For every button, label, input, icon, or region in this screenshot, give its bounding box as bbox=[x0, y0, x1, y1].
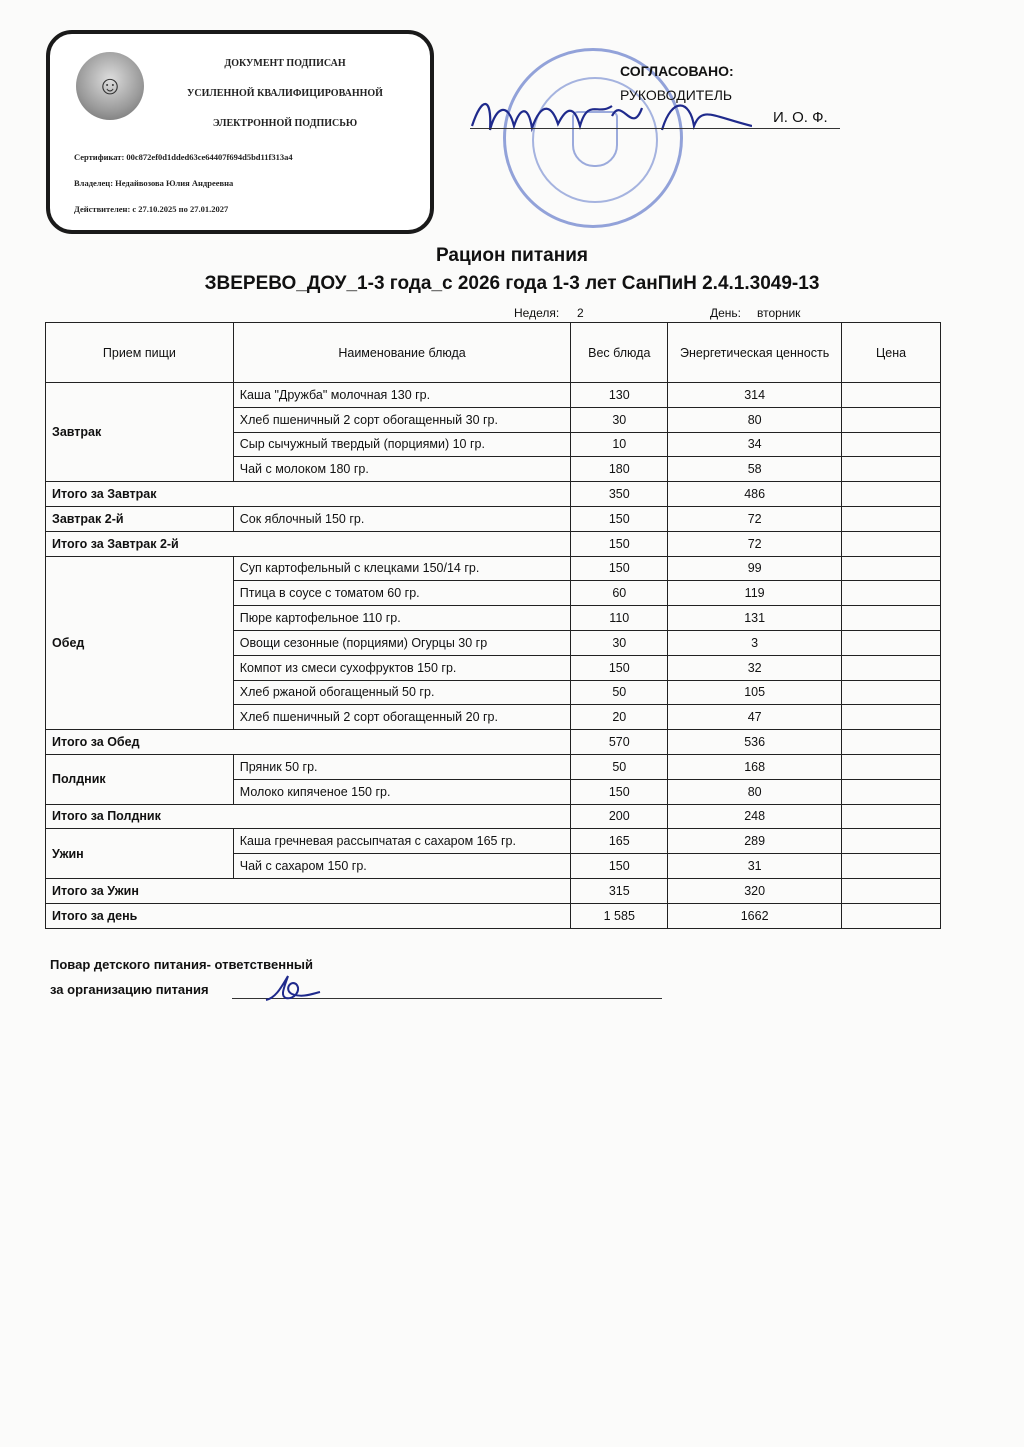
header-price: Цена bbox=[842, 323, 941, 383]
dish-weight: 150 bbox=[571, 854, 668, 879]
sig-certificate: Сертификат: 00c872ef0d1dded63ce64407f694d5bd11f313a4 bbox=[74, 152, 293, 162]
dish-energy: 47 bbox=[668, 705, 842, 730]
dish-energy: 168 bbox=[668, 754, 842, 779]
sig-valid: Действителен: с 27.10.2025 по 27.01.2027 bbox=[74, 204, 229, 214]
table-header-row bbox=[46, 323, 941, 383]
dish-weight: 150 bbox=[571, 506, 668, 531]
dish-name: Чай с сахаром 150 гр. bbox=[233, 854, 571, 879]
dish-weight: 30 bbox=[571, 407, 668, 432]
dish-name: Хлеб ржаной обогащенный 50 гр. bbox=[233, 680, 571, 705]
header-meal: Прием пищи bbox=[46, 323, 234, 383]
dish-name: Овощи сезонные (порциями) Огурцы 30 гр bbox=[233, 630, 571, 655]
dish-price bbox=[842, 680, 941, 705]
total-weight: 570 bbox=[571, 730, 668, 755]
cook-organization-label: за организацию питания bbox=[50, 982, 209, 997]
total-row bbox=[46, 730, 941, 755]
dish-weight: 165 bbox=[571, 829, 668, 854]
header-weight: Вес блюда bbox=[571, 323, 668, 383]
total-energy: 72 bbox=[668, 531, 842, 556]
total-row bbox=[46, 878, 941, 903]
total-row bbox=[46, 482, 941, 507]
approved-label: СОГЛАСОВАНО: bbox=[620, 63, 734, 79]
week-label: Неделя: bbox=[514, 306, 560, 320]
total-row bbox=[46, 804, 941, 829]
dish-price bbox=[842, 457, 941, 482]
dish-price bbox=[842, 556, 941, 581]
table-row bbox=[46, 506, 941, 531]
total-row bbox=[46, 531, 941, 556]
dish-price bbox=[842, 829, 941, 854]
dish-name: Сок яблочный 150 гр. bbox=[233, 506, 571, 531]
dish-name: Каша гречневая рассыпчатая с сахаром 165 гр. bbox=[233, 829, 571, 854]
sig-line-2: УСИЛЕННОЙ КВАЛИФИЦИРОВАННОЙ bbox=[187, 88, 383, 99]
table-row bbox=[46, 829, 941, 854]
dish-price bbox=[842, 606, 941, 631]
dish-name: Хлеб пшеничный 2 сорт обогащенный 20 гр. bbox=[233, 705, 571, 730]
dish-price bbox=[842, 506, 941, 531]
total-label: Итого за Ужин bbox=[46, 878, 571, 903]
dish-name: Каша "Дружба" молочная 130 гр. bbox=[233, 383, 571, 408]
dish-name: Сыр сычужный твердый (порциями) 10 гр. bbox=[233, 432, 571, 457]
dish-energy: 131 bbox=[668, 606, 842, 631]
dish-price bbox=[842, 779, 941, 804]
day-total-weight: 1 585 bbox=[571, 903, 668, 928]
total-price bbox=[842, 878, 941, 903]
document-subtitle: ЗВЕРЕВО_ДОУ_1-3 года_с 2026 года 1-3 лет СанПиН 2.4.1.3049-13 bbox=[204, 273, 820, 294]
dish-energy: 58 bbox=[668, 457, 842, 482]
dish-name: Пряник 50 гр. bbox=[233, 754, 571, 779]
day-total-row bbox=[46, 903, 941, 928]
electronic-signature-box bbox=[46, 30, 434, 234]
meal-name: Завтрак 2-й bbox=[46, 506, 234, 531]
dish-price bbox=[842, 655, 941, 680]
dish-name: Суп картофельный с клецками 150/14 гр. bbox=[233, 556, 571, 581]
dish-weight: 20 bbox=[571, 705, 668, 730]
dish-energy: 99 bbox=[668, 556, 842, 581]
total-price bbox=[842, 804, 941, 829]
dish-energy: 31 bbox=[668, 854, 842, 879]
total-energy: 536 bbox=[668, 730, 842, 755]
dish-name: Чай с молоком 180 гр. bbox=[233, 457, 571, 482]
dish-energy: 105 bbox=[668, 680, 842, 705]
dish-energy: 314 bbox=[668, 383, 842, 408]
sig-line-1: ДОКУМЕНТ ПОДПИСАН bbox=[224, 58, 346, 69]
sig-owner: Владелец: Недайвозова Юлия Андреевна bbox=[74, 178, 234, 188]
dish-weight: 110 bbox=[571, 606, 668, 631]
dish-price bbox=[842, 854, 941, 879]
total-weight: 350 bbox=[571, 482, 668, 507]
dish-price bbox=[842, 383, 941, 408]
menu-table bbox=[45, 322, 941, 929]
total-price bbox=[842, 531, 941, 556]
dish-energy: 72 bbox=[668, 506, 842, 531]
dish-weight: 60 bbox=[571, 581, 668, 606]
dish-name: Молоко кипяченое 150 гр. bbox=[233, 779, 571, 804]
head-fio: И. О. Ф. bbox=[773, 109, 828, 126]
dish-weight: 30 bbox=[571, 630, 668, 655]
head-role-label: РУКОВОДИТЕЛЬ bbox=[620, 87, 733, 103]
total-energy: 248 bbox=[668, 804, 842, 829]
head-signature bbox=[462, 86, 752, 146]
dish-weight: 130 bbox=[571, 383, 668, 408]
document-title: Рацион питания bbox=[436, 245, 588, 266]
total-price bbox=[842, 730, 941, 755]
dish-weight: 50 bbox=[571, 680, 668, 705]
dish-weight: 150 bbox=[571, 779, 668, 804]
dish-weight: 50 bbox=[571, 754, 668, 779]
dish-energy: 3 bbox=[668, 630, 842, 655]
cook-signature bbox=[262, 968, 322, 1004]
table-row bbox=[46, 556, 941, 581]
cook-logo-icon: ☺ bbox=[76, 52, 144, 120]
dish-energy: 289 bbox=[668, 829, 842, 854]
meal-name: Завтрак bbox=[46, 383, 234, 482]
total-price bbox=[842, 482, 941, 507]
dish-weight: 10 bbox=[571, 432, 668, 457]
header-energy: Энергетическая ценность bbox=[668, 323, 842, 383]
total-label: Итого за Обед bbox=[46, 730, 571, 755]
dish-price bbox=[842, 581, 941, 606]
table-row bbox=[46, 754, 941, 779]
head-signature-line bbox=[470, 128, 840, 129]
table-row bbox=[46, 383, 941, 408]
total-weight: 150 bbox=[571, 531, 668, 556]
dish-energy: 32 bbox=[668, 655, 842, 680]
total-energy: 486 bbox=[668, 482, 842, 507]
dish-weight: 150 bbox=[571, 655, 668, 680]
total-weight: 315 bbox=[571, 878, 668, 903]
dish-name: Пюре картофельное 110 гр. bbox=[233, 606, 571, 631]
week-value: 2 bbox=[577, 306, 584, 320]
dish-energy: 80 bbox=[668, 779, 842, 804]
dish-energy: 34 bbox=[668, 432, 842, 457]
dish-price bbox=[842, 754, 941, 779]
dish-price bbox=[842, 432, 941, 457]
dish-energy: 119 bbox=[668, 581, 842, 606]
dish-name: Хлеб пшеничный 2 сорт обогащенный 30 гр. bbox=[233, 407, 571, 432]
total-energy: 320 bbox=[668, 878, 842, 903]
cook-responsible-label: Повар детского питания- ответственный bbox=[50, 957, 314, 972]
meal-name: Полдник bbox=[46, 754, 234, 804]
dish-price bbox=[842, 630, 941, 655]
total-weight: 200 bbox=[571, 804, 668, 829]
dish-energy: 80 bbox=[668, 407, 842, 432]
header-dish: Наименование блюда bbox=[233, 323, 571, 383]
total-label: Итого за Завтрак 2-й bbox=[46, 531, 571, 556]
total-label: Итого за Полдник bbox=[46, 804, 571, 829]
total-label: Итого за Завтрак bbox=[46, 482, 571, 507]
day-label: День: bbox=[710, 306, 742, 320]
dish-weight: 150 bbox=[571, 556, 668, 581]
day-total-price bbox=[842, 903, 941, 928]
dish-weight: 180 bbox=[571, 457, 668, 482]
day-total-label: Итого за день bbox=[46, 903, 571, 928]
sig-line-3: ЭЛЕКТРОННОЙ ПОДПИСЬЮ bbox=[212, 118, 358, 129]
dish-price bbox=[842, 705, 941, 730]
day-total-energy: 1662 bbox=[668, 903, 842, 928]
meal-name: Обед bbox=[46, 556, 234, 730]
day-value: вторник bbox=[757, 306, 801, 320]
dish-name: Компот из смеси сухофруктов 150 гр. bbox=[233, 655, 571, 680]
meal-name: Ужин bbox=[46, 829, 234, 879]
dish-price bbox=[842, 407, 941, 432]
dish-name: Птица в соусе с томатом 60 гр. bbox=[233, 581, 571, 606]
